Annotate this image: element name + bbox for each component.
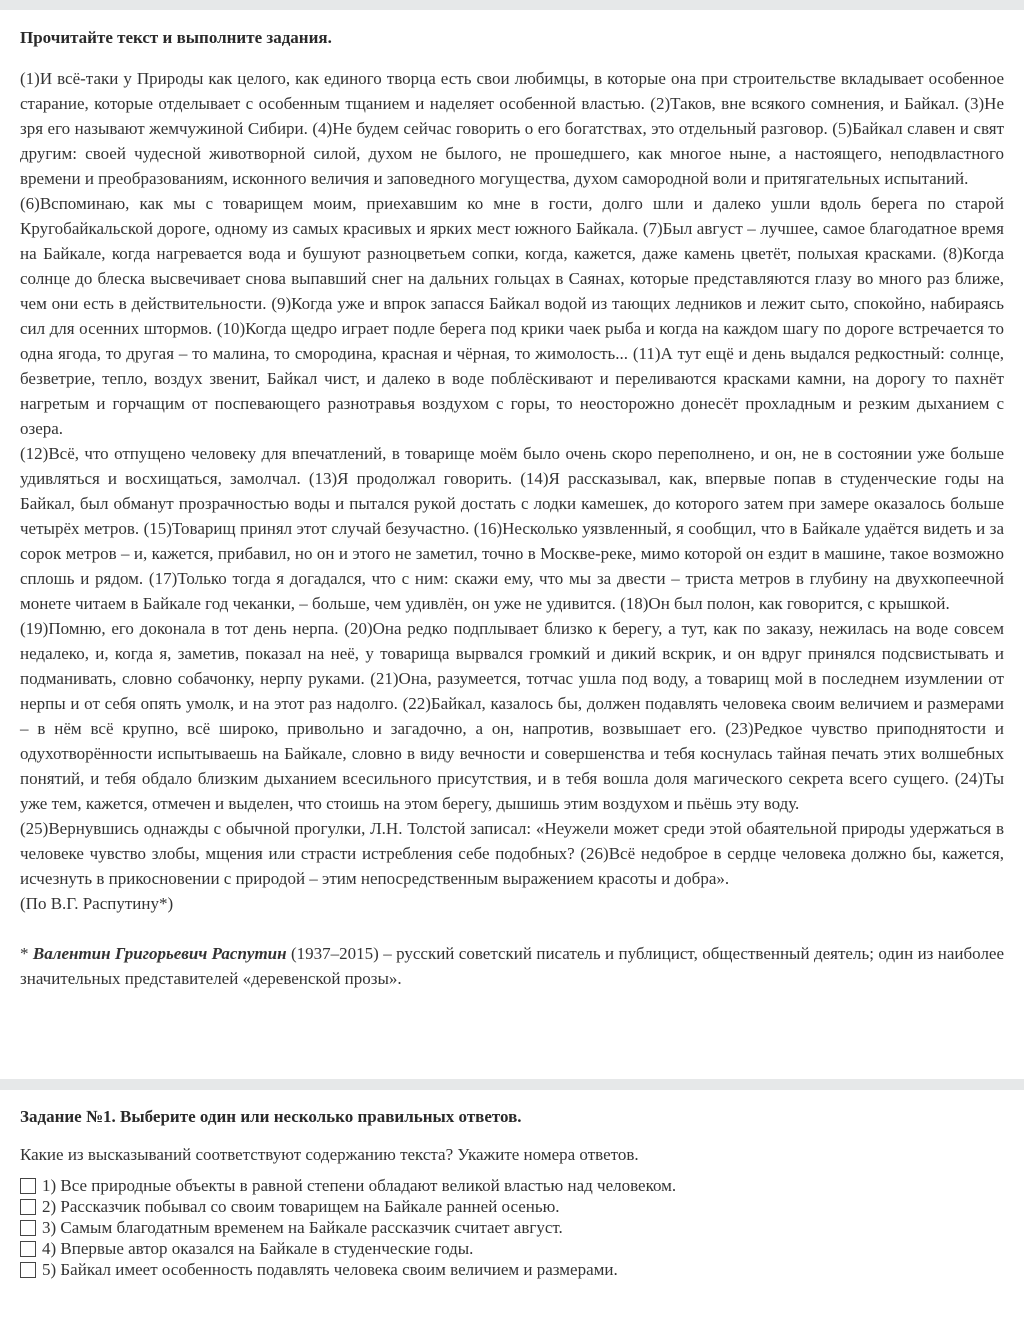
answer-option-3[interactable] bbox=[20, 1217, 1004, 1238]
footnote-author: Валентин Григорьевич Распутин bbox=[32, 944, 287, 963]
source-attribution: (По В.Г. Распутину*) bbox=[20, 894, 174, 913]
passage bbox=[20, 66, 1004, 916]
task-question: Какие из высказываний соответствуют содержанию текста? Укажите номера ответов. bbox=[20, 1145, 639, 1164]
top-strip bbox=[0, 0, 1024, 10]
answer-options bbox=[20, 1175, 1004, 1280]
author-footnote bbox=[20, 941, 1004, 991]
option-label: 1) Все природные объекты в равной степени обладают великой властью над человеком. bbox=[42, 1175, 677, 1195]
checkbox[interactable] bbox=[20, 1241, 36, 1257]
text-section bbox=[20, 27, 1004, 991]
footnote-marker: * bbox=[20, 944, 33, 963]
answer-option-5[interactable] bbox=[20, 1259, 1004, 1280]
answer-option-1[interactable] bbox=[20, 1175, 1004, 1196]
section-divider bbox=[0, 1079, 1024, 1090]
option-label: 4) Впервые автор оказался на Байкале в студенческие годы. bbox=[42, 1238, 474, 1258]
checkbox[interactable] bbox=[20, 1262, 36, 1278]
task-section bbox=[20, 1106, 1004, 1280]
option-label: 3) Самым благодатным временем на Байкале рассказчик считает август. bbox=[42, 1217, 563, 1237]
paragraph: (25)Вернувшись однажды с обычной прогулки, Л.Н. Толстой записал: «Неужели может среди этой обаятельной природы удержаться в человеке чувство злобы, мщения или страсти истребления себе подобных? (26)Всё недоброе в сердце человека должно бы, кажется, исчезнуть в прикосновении с природой – этим непосредственным выражением красоты и добра». bbox=[20, 819, 1004, 888]
checkbox[interactable] bbox=[20, 1199, 36, 1215]
option-label: 2) Рассказчик побывал со своим товарищем на Байкале ранней осенью. bbox=[42, 1196, 560, 1216]
footnote-text: (1937–2015) – русский советский писатель и публицист, общественный деятель; один из наиболее значительных представителей «деревенской прозы». bbox=[20, 944, 1005, 988]
paragraph: (1)И всё-таки у Природы как целого, как единого творца есть свои любимцы, в которые она при строительстве вкладывает особенное старание, которые отделывает с особенным тщанием и наделяет особенной властью. (2)Таков, вне всякого сомнения, и Байкал. (3)Не зря его называют жемчужиной Сибири. (4)Не будем сейчас говорить о его богатствах, это отдельный разговор. (5)Байкал славен и свят другим: своей чудесной животворной силой, духом не былого, не прошедшего, как многое ныне, а настоящего, неподвластного времени и преобразованиям, исконного величия и заповедного могущества, духом самородной воли и притягательных испытаний. bbox=[20, 69, 1004, 188]
paragraph: (6)Вспоминаю, как мы с товарищем моим, приехавшим ко мне в гости, долго шли и далеко ушли вдоль берега по старой Кругобайкальской дороге, одному из самых красивых и ярких мест южного Байкала. (7)Был август – лучшее, самое благодатное время на Байкале, когда нагревается вода и бушуют разноцветьем сопки, когда, кажется, даже камень цветёт, полыхая красками. (8)Когда солнце до блеска высвечивает снова выпавший снег на дальних гольцах в Саянах, которые представляются глазу во много раз ближе, чем они есть в действительности. (9)Когда уже и впрок запасся Байкал водой из тающих ледников и лежит сыто, спокойно, набираясь сил для осенних штормов. (10)Когда щедро играет подле берега под крики чаек рыба и когда на каждом шагу по дороге встречается то одна ягода, то другая – то малина, то смородина, красная и чёрная, то жимолость... (11)А тут ещё и день выдался редкостный: солнце, безветрие, тепло, воздух звенит, Байкал чист, и далеко в воде поблёскивают и переливаются красками камни, на дорогу то пахнёт нагретым и горчащим от поспевающего разнотравья воздухом с горы, то неосторожно донесёт прохладным и резким дыханием с озера. bbox=[20, 194, 1004, 438]
checkbox[interactable] bbox=[20, 1220, 36, 1236]
paragraph: (19)Помню, его доконала в тот день нерпа. (20)Она редко подплывает близко к берегу, а тут, как по заказу, нежилась на воде совсем недалеко, и, когда я, заметив, показал на неё, у товарища вырвался громкий и дикий вскрик, и он вдруг принялся подсвистывать и подманивать, словно собачонку, нерпу руками. (21)Она, разумеется, тотчас ушла под воду, а товарищ мой в последнем изумлении от нерпы и от себя опять умолк, и на этот раз надолго. (22)Байкал, казалось бы, должен подавлять человека своим величием и размерами – в нём всё крупно, всё широко, привольно и загадочно, а он, напротив, возвышает его. (23)Редкое чувство приподнятости и одухотворённости испытываешь на Байкале, словно в виду вечности и совершенства и тебя коснулась тайная печать этих волшебных понятий, и тебя обдало близким дыханием всесильного присутствия, и в тебя вошла доля магического секрета всего сущего. (24)Ты уже тем, кажется, отмечен и выделен, что стоишь на этом берегу, дышишь этим воздухом и пьёшь эту воду. bbox=[20, 619, 1004, 813]
paragraph: (12)Всё, что отпущено человеку для впечатлений, в товарище моём было очень скоро переполнено, и он, не в состоянии уже больше удивляться и восхищаться, замолчал. (13)Я продолжал говорить. (14)Я рассказывал, как, впервые попав в студенческие годы на Байкал, был обманут прозрачностью воды и пытался рукой достать с лодки камешек, до которого затем при замере оказалось больше четырёх метров. (15)Товарищ принял этот случай безучастно. (16)Несколько уязвленный, я сообщил, что в Байкале удаётся видеть и за сорок метров – и, кажется, прибавил, но он и этого не заметил, точно в Москве-реке, мимо которой он ездит в машине, такое возможно сплошь и рядом. (17)Только тогда я догадался, что с ним: скажи ему, что мы за двести – триста метров в глубину на двухкопеечной монете читаем в Байкале год чеканки, – больше, чем удивлён, он уже не удивится. (18)Он был полон, как говорится, с крышкой. bbox=[20, 444, 1004, 613]
answer-option-2[interactable] bbox=[20, 1196, 1004, 1217]
checkbox[interactable] bbox=[20, 1178, 36, 1194]
task-title: Задание №1. Выберите один или несколько правильных ответов. bbox=[20, 1107, 522, 1126]
answer-option-4[interactable] bbox=[20, 1238, 1004, 1259]
option-label: 5) Байкал имеет особенность подавлять человека своим величием и размерами. bbox=[42, 1259, 618, 1279]
instruction-heading: Прочитайте текст и выполните задания. bbox=[20, 28, 332, 47]
